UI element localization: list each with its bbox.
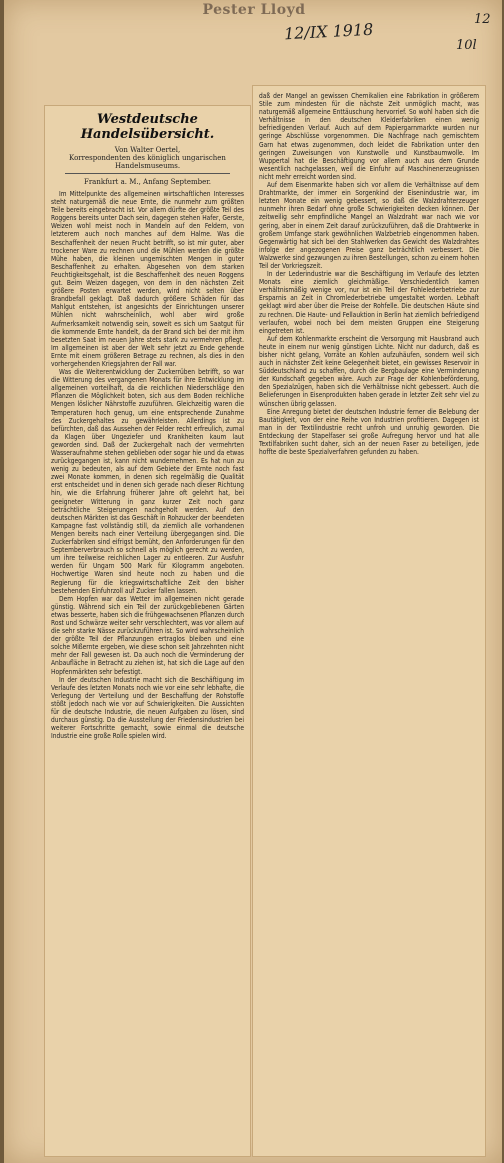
divider bbox=[65, 173, 230, 174]
paragraph: Im Mittelpunkte des allgemeinen wirtschaftlichen Interesses steht naturgemäß die neue Ernte, die nunmehr zum größten Teile bereits eingebracht ist. Vor allem dürfte der größte Teil des Roggens bereits unter Dach sein, dagegen stehen Hafer, Gerste, Weizen wohl meist noch in Mandeln auf den Feldern, von letzterem auch noch manches auf dem Halme. Was die Beschaffenheit der neuen Frucht betrifft, so ist mir guter, aber trockener Ware zu rechnen und die Mühlen werden die größte Mühe haben, die kleinen ungemischten Mengen in guter Beschaffenheit zu erhalten. Abgesehen von dem starken Feuchtigkeitsgehalt, ist die Beschaffenheit des neuen Roggens gut. Beim Weizen dagegen, von dem in den nächsten Zeit größere Posten erwartet werden, wird nicht selten über Brandbefall geklagt. Daß dadurch größere Schäden für das Mahlgut entstehen, ist angesichts der Einrichtungen unserer Mühlen nicht wahrscheinlich, wohl aber wird große Aufmerksamkeit notwendig sein, soweit es sich um Saatgut für die kommende Ernte handelt, da der Brand sich bei der mit ihm besetzten Saat im neuen Jahre stets stark zu vermehren pflegt. Im allgemeinen ist aber der Welt sehr jetzt zu Ende gehende Ernte mit einem größeren Betrage zu rechnen, als dies in den vorhergehenden Kriegsjahren der Fall war. bbox=[51, 190, 244, 368]
article-column-left bbox=[44, 105, 251, 1157]
newspaper-clipping bbox=[4, 0, 502, 1163]
paragraph: Auf dem Eisenmarkte haben sich vor allem die Verhältnisse auf dem Drahtmarkte, der immer ein Sorgenkind der Eisenindustrie war, im letzten Monate ein wenig gebessert, so daß die Walzdrahterzeuger nunmehr ihren Bedarf ohne große Schwierigkeiten decken können. Der zeitweilig sehr empfindliche Mangel an Walzdraht war nach wie vor gering, aber in einem Zeit darauf zurückzuführen, daß die Drahtwerke in großem Umfange stark gewöhnlichen Walzbetrieb eingenommen haben. Gegenwärtig hat sich bei den Stahlwerken das Gewicht des Walzdrahtes infolge der angezogenen Preise ganz beträchtlich verbessert. Die Walzwerke sind gezwungen zu ihren Bestellungen, schon zu einem hohen Teil der Vorkriegszeit. bbox=[259, 181, 479, 270]
article-headline: Westdeutsche Handelsübersicht. bbox=[80, 112, 215, 142]
byline-role: Korrespondenten des königlich ungarischen Handelsmuseums. bbox=[69, 154, 226, 170]
paragraph: Was die Weiterentwicklung der Zuckerrüben betrifft, so war die Witterung des vergangenen Monats für ihre Entwicklung im allgemeinen vorteilhaft, da die reichlichen Niederschläge den Pflanzen die Möglichkeit boten, sich aus dem Boden reichliche Mengen löslicher Nährstoffe zuzuführen. Gleichzeitig waren die Temperaturen hoch genug, um eine entsprechende Zunahme des Zuckergehaltes zu gewährleisten. Allerdings ist zu befürchten, daß das Aussehen der Felder recht erfreulich, zumal da Klagen über Ungeziefer und Krankheiten kaum laut geworden sind. Daß der Zuckergehalt nach der vermehrten Wasseraufnahme stehen geblieben oder sogar hie und da etwas zurückgegangen ist, kann nicht wundernehmen. Es hat nun zu wenig zu bedeuten, als auf dem Gebiete der Ernte noch fast zwei Monate kommen, in denen sich regelmäßig die Qualität erst entscheidet und in denen sich gerade nach dieser Richtung hin, wie die Erfahrung früherer Jahre oft gelehrt hat, bei geeigneter Witterung in ganz kurzer Zeit noch ganz beträchtliche Steigerungen nachgeholt werden. Auf den deutschen Märkten ist das Geschäft in Rohzucker der beendeten Kampagne fast vollständig still, da ziemlich alle vorhandenen Mengen bereits nach einer Verteilung übergegangen sind. Die Zuckerfabriken sind eifrigst bemüht, den Anforderungen für den Septemberverbrauch so schnell als möglich gerecht zu werden, um ihre teilweise reichlichen Lager zu entleeren. Zur Ausfuhr werden für Ungarn 500 Mark für Kilogramm angeboten. Hochwertige Waren sind heute noch zu haben und die Regierung für die kriegswirtschaftliche Zeit den bisher bestehenden Einfuhrzoll auf Zucker fallen lassen. bbox=[51, 368, 244, 595]
pen-mark-page: 10l bbox=[456, 38, 477, 53]
paragraph: Eine Anregung bietet der deutschen Industrie ferner die Belebung der Bautätigkeit, von der eine Reihe von Industrien profitieren. Dagegen ist man in der Textilindustrie recht unfroh und unruhig geworden. Die Entdeckung der Stapelfaser sei große Aufregung hervor und hat alle Textilfabriken sucht daher, sich an der neuen Faser zu beteiligen, jede hoffte die beste Spezialverfahren gefunden zu haben. bbox=[259, 407, 479, 457]
pen-mark-top: 12 bbox=[474, 12, 491, 27]
byline-author: Von Walter Oertel, bbox=[114, 146, 181, 154]
paragraph: In der Lederindustrie war die Beschäftigung im Verlaufe des letzten Monats eine ziemlich gleichmäßige. Verschiedentlich kamen verhältnismäßig wenige vor, nur ist ein Teil der Fohlelederbetriebe zur Ersparnis an Zeit in Chromlederbetriebe umgestaltet worden. Lebhaft geklagt wird aber über die Preise der Rohfelle. Die deutschen Häute sind zu rechnen. Die Haute- und Fellauktion in Berlin hat ziemlich befriedigend verlaufen, wobei noch bei dem meisten Gruppen eine Steigerung eingetreten ist. bbox=[259, 270, 479, 335]
paragraph: daß der Mangel an gewissen Chemikalien eine Fabrikation in größerem Stile zum mindesten für die nächste Zeit unmöglich macht, was naturgemäß allgemeine Enttäuschung hervorrief. So wohl haben sich die Verhältnisse in den deutschen Kleiderfabriken einen wenig befriedigenden Verlauf. Auch auf dem Papiergarnmarkte wurden nur geringe Abschlüsse vorgenommen. Die Nachfrage nach gemischtem Garn hat etwas zugenommen, doch leidet die Fabrikation unter den geringen Zuweisungen von Kunstwolle und Kunstbaumwolle. Im Wuppertal hat die Beschäftigung vor allem auch aus dem Grunde wesentlich nachgelassen, weil die Einfuhr auf Maschinenerzeugnissen nicht mehr erreicht worden sind. bbox=[259, 92, 479, 181]
paragraph: Auf dem Kohlenmarkte erscheint die Versorgung mit Hausbrand auch heute in einem nur wenig günstigen Lichte. Nicht nur dadurch, daß es bisher nicht gelang, Vorräte an Kohlen aufzuhäufen, sondern weil sich auch in nächster Zeit keine Gelegenheit bietet, ein gewisses Reservoir in Süddeutschland zu schaffen, durch die Bergbaulage eine Verminderung der Kundschaft gegeben wäre. Auch zur Frage der Kohlenbeförderung, den Spezialzügen, haben sich die Verhältnisse nicht gebessert. Auch die Belieferungen in Eisenprodukten haben gerade in letzter Zeit sehr viel zu wünschen übrig gelassen. bbox=[259, 334, 479, 408]
paragraph: In der deutschen Industrie macht sich die Beschäftigung im Verlaufe des letzten Monats noch wie vor eine sehr lebhafte, die Verlegung der Verteilung und der Beschaffung der Rohstoffe stößt jedoch nach wie vor auf Schwierigkeiten. Die Aussichten für die deutsche Industrie, die neuen Aufgaben zu lösen, sind durchaus günstig. Da die Ausstellung der Friedensindustrien bei weiterer Fortschritte gemacht, sowie einmal die deutsche Industrie eine große Rolle spielen wird. bbox=[51, 675, 244, 741]
paragraph: Dem Hopfen war das Wetter im allgemeinen nicht gerade günstig. Während sich ein Teil der zurückgebliebenen Gärten etwas besserte, haben sich die frühgewachsenen Pflanzen durch Rost und Schwärze weiter sehr verschlechtert, was vor allem auf die sehr starke Nässe zurückzuführen ist. So wird wahrscheinlich der größte Teil der Pflanzungen ertraglos bleiben und eine solche Mißernte ergeben, wie diese schon seit Jahrzehnten nicht mehr der Fall gewesen ist. Da auch noch die Verminderung der Anbaufläche in Betracht zu ziehen ist, hat sich die Lage auf den Hopfenmärkten sehr befestigt. bbox=[51, 594, 244, 676]
handwritten-date: 12/IX 1918 bbox=[283, 19, 374, 44]
masthead: Pester Lloyd bbox=[202, 2, 306, 18]
article-column-right bbox=[252, 85, 486, 1157]
dateline: Frankfurt a. M., Anfang September. bbox=[83, 178, 212, 186]
